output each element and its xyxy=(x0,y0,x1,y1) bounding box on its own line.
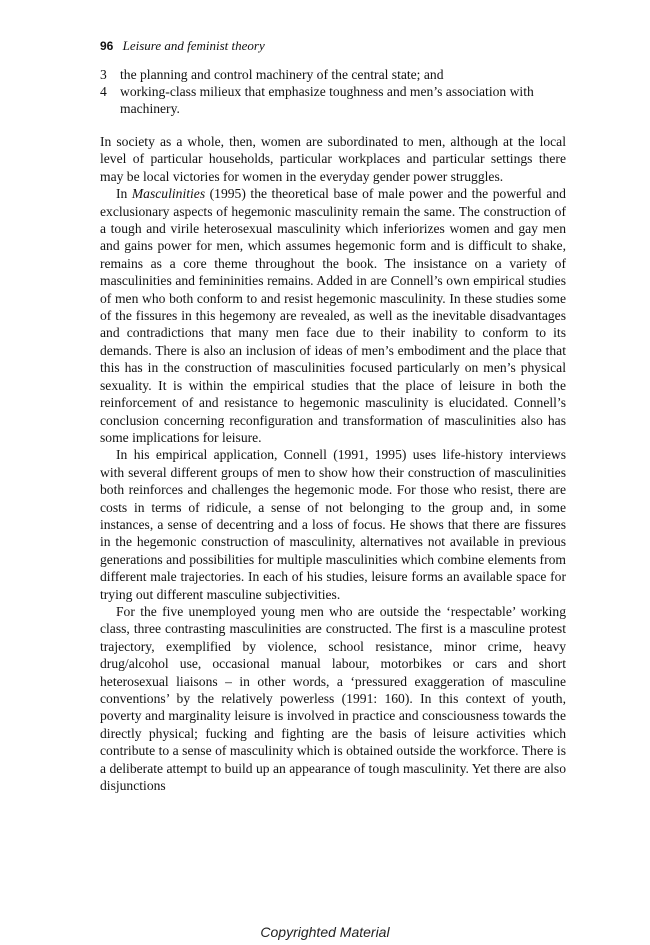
paragraph-1: In society as a whole, then, women are subordinated to men, although at the local level of particular households, particular workplaces and particular settings there may be local victories for women in the everyday gender power struggles. xyxy=(100,134,566,184)
paragraph-2-body: (1995) the theoretical base of male power and the powerful and exclusionary aspects of hegemonic masculinity remain the same. The construction of a tough and virile heterosexual masculinity which inferiorizes women and gay men and gains power for men, which assumes hegemonic form and is difficult to shake, remains as a core theme throughout the book. The insistance on a variety of masculinities and femininities remains. Added in are Connell’s own empirical studies of men who both conform to and resist hegemonic masculinity. In these studies some of the fissures in this hegemony are revealed, as well as the inevitable disadvantages and contradictions that many men face due to their inability to conform to its demands. There is also an inclusion of ideas of men’s embodiment and the place that this has in the construction of masculinities focused particularly on men’s physical sexuality. It is within the empirical studies that the place of leisure in both the reinforcement of and resistance to hegemonic masculinity is elucidated. Connell’s conclusion concerning reconfiguration and transformation of masculinities also has some implications for leisure. xyxy=(100,186,566,445)
list-item-text: the planning and control machinery of the central state; and xyxy=(120,67,444,82)
list-item xyxy=(100,66,566,83)
list-item-number: 3 xyxy=(100,67,107,82)
paragraph-2 xyxy=(100,185,566,446)
numbered-list xyxy=(100,66,566,117)
page-content xyxy=(100,38,566,794)
page-number: 96 xyxy=(100,39,114,53)
paragraph-2-intro: In xyxy=(116,186,132,202)
book-title-masculinities: Masculinities xyxy=(131,186,206,202)
copyright-footer: Copyrighted Material xyxy=(260,924,390,940)
running-header xyxy=(100,38,566,54)
list-item-text: working-class milieux that emphasize toughness and men’s association with machinery. xyxy=(120,84,534,116)
running-title: Leisure and feminist theory xyxy=(122,38,265,53)
paragraph-4: For the five unemployed young men who are outside the ‘respectable’ working class, three contrasting masculinities are constructed. The first is a masculine protest trajectory, exemplified by violence, school resistance, minor crime, heavy drug/alcohol use, occasional manual labour, motorbikes or cars and short heterosexual liaisons – in other words, a ‘pressured exaggeration of masculine conventions’ by the relatively powerless (1991: 160). In this context of youth, poverty and marginality leisure is involved in practice and consciousness towards the directly physical; fucking and fighting are the basis of leisure activities which contribute to a sense of masculinity which is obtained outside the workforce. There is a deliberate attempt to build up an appearance of tough masculinity. Yet there are also disjunctions xyxy=(100,603,566,794)
paragraph-3: In his empirical application, Connell (1991, 1995) uses life-history interviews with several different groups of men to show how their construction of masculinities both reinforces and challenges the hegemonic mode. For those who resist, there are costs in terms of ridicule, a sense of not belonging to the group and, in some instances, a sense of decentring and a loss of focus. He shows that there are fissures in the hegemonic construction of masculinity, alternatives not available in previous generations and possibilities for multiple masculinities which combine elements from different male trajectories. In each of his studies, leisure forms an available space for trying out different masculine subjectivities. xyxy=(100,447,566,602)
list-item-number: 4 xyxy=(100,84,107,99)
list-item xyxy=(100,83,566,117)
